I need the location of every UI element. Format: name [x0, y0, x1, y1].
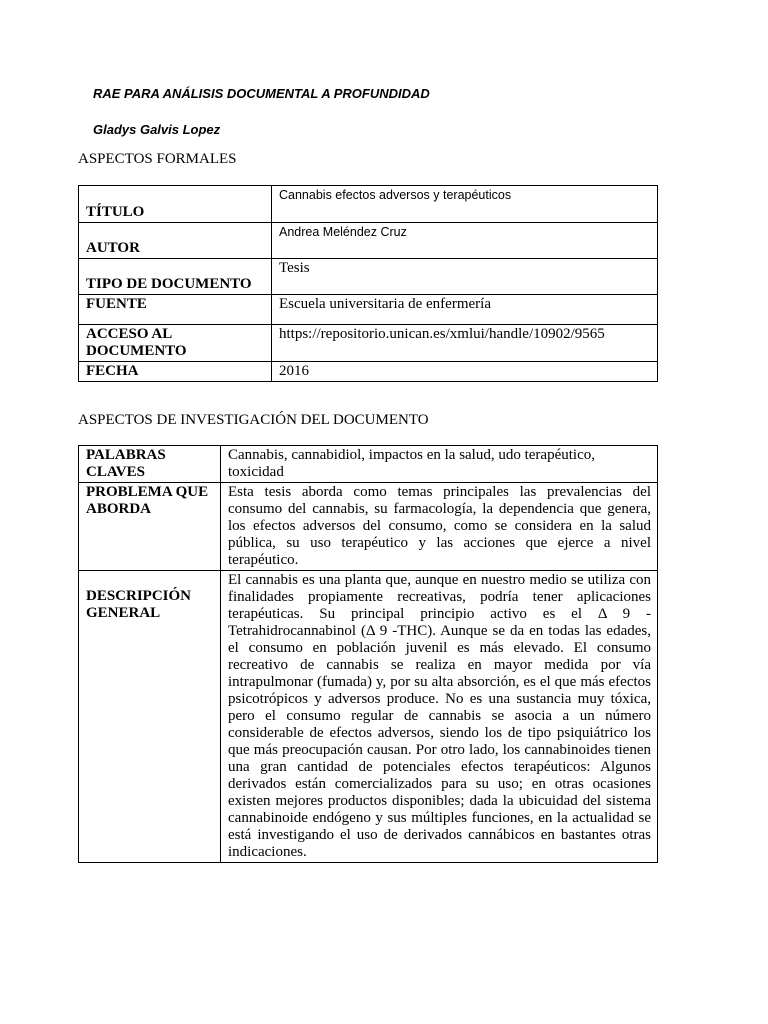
investigation-aspects-heading: ASPECTOS DE INVESTIGACIÓN DEL DOCUMENTO — [78, 412, 429, 428]
document-author: Gladys Galvis Lopez — [93, 122, 221, 137]
table-row — [79, 295, 658, 325]
row-label-autor: AUTOR — [79, 223, 272, 259]
row-value-tipo-documento: Tesis — [272, 259, 658, 295]
document-title: RAE PARA ANÁLISIS DOCUMENTAL A PROFUNDIDAD — [93, 86, 430, 101]
row-label-acceso-documento: ACCESO AL DOCUMENTO — [79, 325, 272, 362]
investigation-aspects-table — [78, 445, 658, 863]
row-value-titulo: Cannabis efectos adversos y terapéuticos — [272, 186, 658, 223]
row-value-problema-aborda: Esta tesis aborda como temas principales las prevalencias del consumo del cannabis, su farmacología, la dependencia que genera, los efectos adversos del consumo, como se considera en la salud pública, su uso terapéutico y las acciones que ejerce a nivel terapéutico. — [221, 483, 658, 571]
row-value-acceso-documento: https://repositorio.unican.es/xmlui/handle/10902/9565 — [272, 325, 658, 362]
table-row — [79, 446, 658, 483]
row-label-palabras-claves: PALABRAS CLAVES — [79, 446, 221, 483]
formal-aspects-table — [78, 185, 658, 382]
table-row — [79, 362, 658, 382]
row-value-fecha: 2016 — [272, 362, 658, 382]
table-row — [79, 571, 658, 863]
row-value-fuente: Escuela universitaria de enfermería — [272, 295, 658, 325]
table-row — [79, 223, 658, 259]
table-row — [79, 483, 658, 571]
row-value-autor: Andrea Meléndez Cruz — [272, 223, 658, 259]
row-label-problema-aborda: PROBLEMA QUE ABORDA — [79, 483, 221, 571]
row-label-descripcion-general: DESCRIPCIÓN GENERAL — [79, 571, 221, 863]
table-row — [79, 186, 658, 223]
row-label-tipo-documento: TIPO DE DOCUMENTO — [79, 259, 272, 295]
table-row — [79, 325, 658, 362]
row-label-fecha: FECHA — [79, 362, 272, 382]
row-value-descripcion-general: El cannabis es una planta que, aunque en nuestro medio se utiliza con finalidades propiamente recreativas, podría tener aplicaciones terapéuticas. Su principal principio activo es el Δ 9 - Tetrahidrocannabinol (Δ 9 -THC). Aunque se da en todas las edades, el consumo en población juvenil es más elevado. El consumo recreativo de cannabis se realiza en mayor medida por vía intrapulmonar (fumada) y, por su alta absorción, es el que más efectos psicotrópicos y adversos produce. No es una sustancia muy tóxica, pero el consumo regular de cannabis se asocia a un número considerable de efectos adversos, siendo los de tipo psiquiátrico los que más preocupación causan. Por otro lado, los cannabinoides tienen una gran cantidad de potenciales efectos terapéuticos: Algunos derivados están comercializados para su uso; en otras ocasiones existen mejores productos disponibles; dada la ubicuidad del sistema cannabinoide endógeno y sus múltiples funciones, en la actualidad se está investigando el uso de derivados cannábicos en bastantes otras indicaciones. — [221, 571, 658, 863]
row-label-fuente: FUENTE — [79, 295, 272, 325]
row-label-titulo: TÍTULO — [79, 186, 272, 223]
table-row — [79, 259, 658, 295]
row-value-palabras-claves: Cannabis, cannabidiol, impactos en la salud, udo terapéutico, toxicidad — [221, 446, 658, 483]
formal-aspects-heading: ASPECTOS FORMALES — [78, 151, 237, 167]
